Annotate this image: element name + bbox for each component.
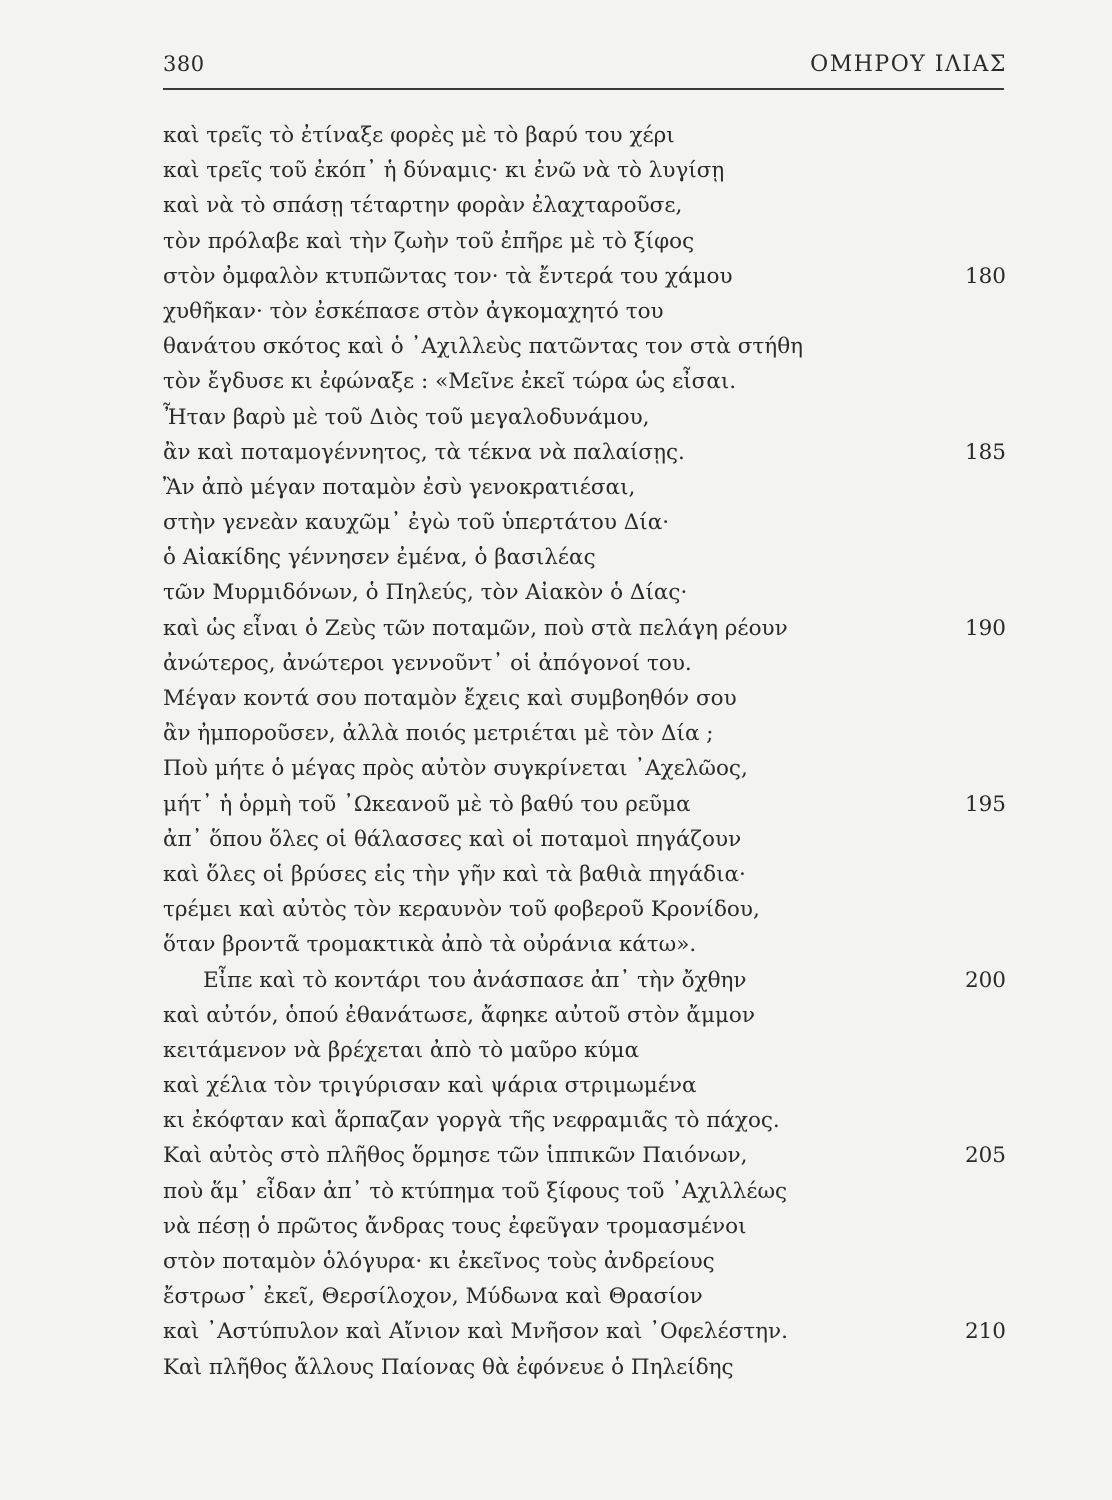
verse-text: καὶ αὐτόν, ὁπού ἐθανάτωσε, ἄφηκε αὐτοῦ στὸν ἄμμον [163,1002,755,1028]
verse-text: καὶ τρεῖς τοῦ ἐκόπ᾽ ἡ δύναμις· κι ἐνῶ νὰ τὸ λυγίσῃ [163,158,725,184]
verse-line [163,259,1008,294]
verse-line [163,927,1008,962]
verse-line [163,822,1008,857]
verse-line [163,575,1008,610]
verse-line [163,294,1008,329]
verse-text: ἀνώτερος, ἀνώτεροι γεννοῦντ᾽ οἱ ἀπόγονοί του. [163,650,692,676]
verse-text: ποὺ ἅμ᾽ εἶδαν ἀπ᾽ τὸ κτύπημα τοῦ ξίφους τοῦ ᾽Αχιλλέως [163,1178,788,1204]
verse-text: Μέγαν κοντά σου ποταμὸν ἔχεις καὶ συμβοηθόν σου [163,686,737,711]
header-rule [163,88,1004,90]
verse-line [163,857,1008,892]
verse-line [163,400,1008,435]
verse-line [163,1279,1008,1314]
verse-text: ὁ Αἰακίδης γέννησεν ἐμένα, ὁ βασιλέας [163,545,596,571]
verse-text: Ἦταν βαρὺ μὲ τοῦ Διὸς τοῦ μεγαλοδυνάμου, [163,404,650,430]
verse-text: χυθῆκαν· τὸν ἐσκέπασε στὸν ἀγκομαχητό του [163,298,664,324]
verse-line [163,963,1008,998]
verse-line [163,892,1008,927]
verse-line [163,435,1008,470]
verse-text: Εἶπε καὶ τὸ κοντάρι του ἀνάσπασε ἀπ᾽ τὴν ὄχθην [203,967,747,993]
verse-line [163,1209,1008,1244]
verse-text: ἔστρωσ᾽ ἐκεῖ, Θερσίλοχον, Μύδωνα καὶ Θρασίον [163,1284,703,1310]
verse-text: Καὶ αὐτὸς στὸ πλῆθος ὅρμησε τῶν ἱππικῶν Παιόνων, [163,1143,748,1169]
verse-line [163,470,1008,505]
verse-line [163,681,1008,716]
verse-text: κειτάμενον νὰ βρέχεται ἀπὸ τὸ μαῦρο κύμα [163,1037,640,1063]
verse-line [163,1350,1008,1385]
verse-text: καὶ ᾽Αστύπυλον καὶ Αἴνιον καὶ Μνῆσον καὶ ᾽Οφελέστην. [163,1319,788,1345]
verse-line [163,646,1008,681]
verse-text: στὴν γενεὰν καυχῶμ᾽ ἐγὼ τοῦ ὑπερτάτου Δία· [163,510,670,536]
verse-text: ἂν ἠμποροῦσεν, ἀλλὰ ποιός μετριέται μὲ τὸν Δία ; [163,721,714,747]
verse-text: καὶ νὰ τὸ σπάσῃ τέταρτην φορὰν ἐλαχταροῦσε, [163,193,683,219]
verse-text-block [163,118,1008,1385]
verse-line [163,364,1008,399]
verse-text: τρέμει καὶ αὐτὸς τὸν κεραυνὸν τοῦ φοβεροῦ Κρονίδου, [163,897,760,923]
verse-text: Ποὺ μήτε ὁ μέγας πρὸς αὐτὸν συγκρίνεται ᾽Αχελῶος, [163,756,748,782]
verse-line [163,1314,1008,1349]
running-title: ΟΜΗΡΟΥ ΙΛΙΑΣ [810,52,1007,77]
verse-line [163,1244,1008,1279]
verse-line [163,224,1008,259]
verse-text: κι ἐκόφταν καὶ ἅρπαζαν γοργὰ τῆς νεφραμιᾶς τὸ πάχος. [163,1108,780,1134]
verse-line [163,153,1008,188]
verse-line [163,1174,1008,1209]
verse-text: Καὶ πλῆθος ἄλλους Παίονας θὰ ἐφόνευε ὁ Πηλείδης [163,1354,734,1380]
verse-text: καὶ χέλια τὸν τριγύρισαν καὶ ψάρια στριμωμένα [163,1073,697,1099]
verse-line [163,505,1008,540]
verse-text: τῶν Μυρμιδόνων, ὁ Πηλεύς, τὸν Αἰακὸν ὁ Δίας· [163,580,688,606]
verse-line [163,540,1008,575]
line-number: 205 [964,1143,1006,1169]
verse-line [163,611,1008,646]
verse-text: ὅταν βροντᾶ τρομακτικὰ ἀπὸ τὰ οὐράνια κάτω». [163,932,697,958]
verse-line [163,1103,1008,1138]
verse-text: ἀπ᾽ ὅπου ὅλες οἱ θάλασσες καὶ οἱ ποταμοὶ πηγάζουν [163,826,742,852]
verse-text: στὸν ὀμφαλὸν κτυπῶντας τον· τὰ ἔντερά του χάμου [163,263,733,289]
verse-line [163,787,1008,822]
verse-line [163,1068,1008,1103]
verse-line [163,1033,1008,1068]
line-number: 210 [964,1319,1006,1345]
line-number: 200 [964,967,1006,993]
line-number: 190 [964,615,1006,641]
verse-line [163,998,1008,1033]
verse-text: τὸν πρόλαβε καὶ τὴν ζωὴν τοῦ ἐπῆρε μὲ τὸ ξίφος [163,228,695,254]
verse-text: τὸν ἔγδυσε κι ἐφώναξε : «Μεῖνε ἐκεῖ τώρα ὡς εἶσαι. [163,369,737,395]
verse-text: καὶ τρεῖς τὸ ἐτίναξε φορὲς μὲ τὸ βαρύ του χέρι [163,123,675,148]
verse-line [163,1138,1008,1173]
verse-line [163,751,1008,786]
verse-text: Ἂν ἀπὸ μέγαν ποταμὸν ἐσὺ γενοκρατιέσαι, [163,474,636,500]
verse-text: στὸν ποταμὸν ὁλόγυρα· κι ἐκεῖνος τοὺς ἀνδρείους [163,1249,715,1274]
verse-text: μήτ᾽ ἡ ὁρμὴ τοῦ ᾽Ωκεανοῦ μὲ τὸ βαθύ του ρεῦμα [163,791,691,817]
verse-text: καὶ ὡς εἶναι ὁ Ζεὺς τῶν ποταμῶν, ποὺ στὰ πελάγη ρέουν [163,615,788,641]
verse-line [163,716,1008,751]
verse-text: ἂν καὶ ποταμογέννητος, τὰ τέκνα νὰ παλαίσῃς. [163,439,685,465]
line-number: 185 [964,439,1006,465]
verse-text: νὰ πέσῃ ὁ πρῶτος ἄνδρας τους ἐφεῦγαν τρομασμένοι [163,1213,747,1239]
verse-line [163,329,1008,364]
line-number: 180 [964,263,1006,289]
verse-text: θανάτου σκότος καὶ ὁ ᾽Αχιλλεὺς πατῶντας τον στὰ στήθη [163,334,804,360]
verse-line [163,118,1008,153]
page-number: 380 [163,52,205,76]
line-number: 195 [964,791,1006,817]
verse-text: καὶ ὅλες οἱ βρύσες εἰς τὴν γῆν καὶ τὰ βαθιὰ πηγάδια· [163,861,746,887]
verse-line [163,188,1008,223]
